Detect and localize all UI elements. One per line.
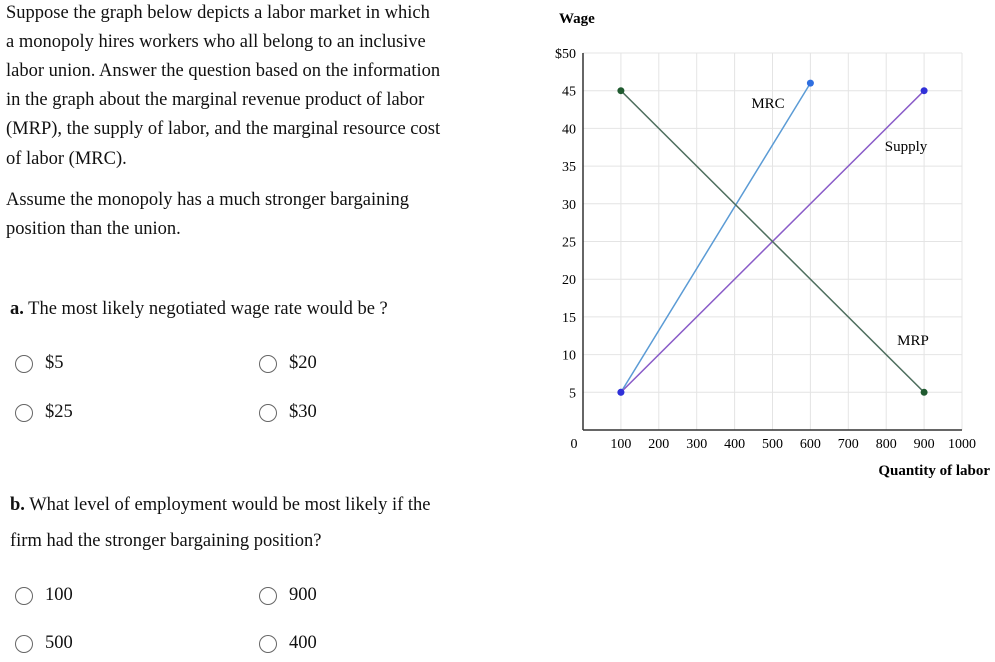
question-b-text: What level of employment would be most likely if the (24, 495, 431, 515)
x-tick-label: 0 (570, 437, 578, 452)
x-tick-label: 100 (610, 437, 632, 452)
x-tick-label: 300 (686, 437, 708, 452)
x-tick-label: 800 (875, 437, 897, 452)
y-tick-label: 35 (562, 160, 576, 176)
question-b-prefix: b. (10, 495, 25, 515)
x-tick-label: 400 (724, 437, 746, 452)
option-label[interactable]: $25 (45, 402, 73, 422)
y-tick-label: 15 (562, 310, 576, 326)
question-a-text: The most likely negotiated wage rate would be ? (23, 299, 388, 319)
intro-line: in the graph about the marginal revenue product of labor (6, 90, 425, 110)
y-tick-label: 30 (562, 197, 576, 213)
y-tick-label: 40 (562, 122, 576, 138)
intro-line: a monopoly hires workers who all belong to an inclusive (6, 32, 426, 52)
option-label[interactable]: $5 (45, 353, 64, 373)
x-tick-label: 600 (799, 437, 821, 452)
option-label[interactable]: 500 (45, 633, 73, 653)
data-point-mrp (617, 87, 624, 94)
series-label-supply: Supply (884, 139, 928, 155)
option-label[interactable]: $30 (289, 402, 317, 422)
assume-line: position than the union. (6, 219, 181, 239)
intro-line: Suppose the graph below depicts a labor market in which (6, 3, 430, 23)
data-point-supply (617, 389, 624, 396)
x-tick-label: 500 (762, 437, 783, 452)
assume-line: Assume the monopoly has a much stronger bargaining (6, 190, 409, 210)
intro-line: of labor (MRC). (6, 149, 127, 169)
y-tick-label: 45 (562, 84, 576, 100)
y-tick-label: 10 (562, 348, 576, 364)
intro-line: (MRP), the supply of labor, and the marginal resource cost (6, 119, 441, 139)
x-tick-label: 700 (837, 437, 859, 452)
y-tick-label: 25 (562, 235, 576, 251)
x-tick-label: 900 (913, 437, 935, 452)
y-axis-label: Wage (559, 11, 595, 27)
series-line-mrc (621, 83, 811, 392)
y-tick-label: 20 (562, 273, 576, 289)
x-tick-label: 1000 (948, 437, 976, 452)
data-point-mrc (807, 80, 814, 87)
series-label-mrc: MRC (751, 96, 785, 112)
x-axis-label: Quantity of labor (878, 463, 990, 479)
x-tick-label: 200 (648, 437, 670, 452)
intro-line: labor union. Answer the question based on the information (6, 61, 441, 81)
data-point-mrp (921, 389, 928, 396)
option-label[interactable]: 400 (289, 633, 317, 653)
y-tick-label: 5 (569, 386, 576, 402)
option-label[interactable]: $20 (289, 353, 317, 373)
option-label[interactable]: 900 (289, 585, 317, 605)
option-label[interactable]: 100 (45, 585, 73, 605)
question-b-line2: firm had the stronger bargaining position? (10, 531, 322, 551)
question-a-prefix: a. (10, 299, 24, 319)
y-tick-label: $50 (555, 47, 576, 62)
series-label-mrp: MRP (897, 333, 929, 349)
data-point-supply (921, 87, 928, 94)
